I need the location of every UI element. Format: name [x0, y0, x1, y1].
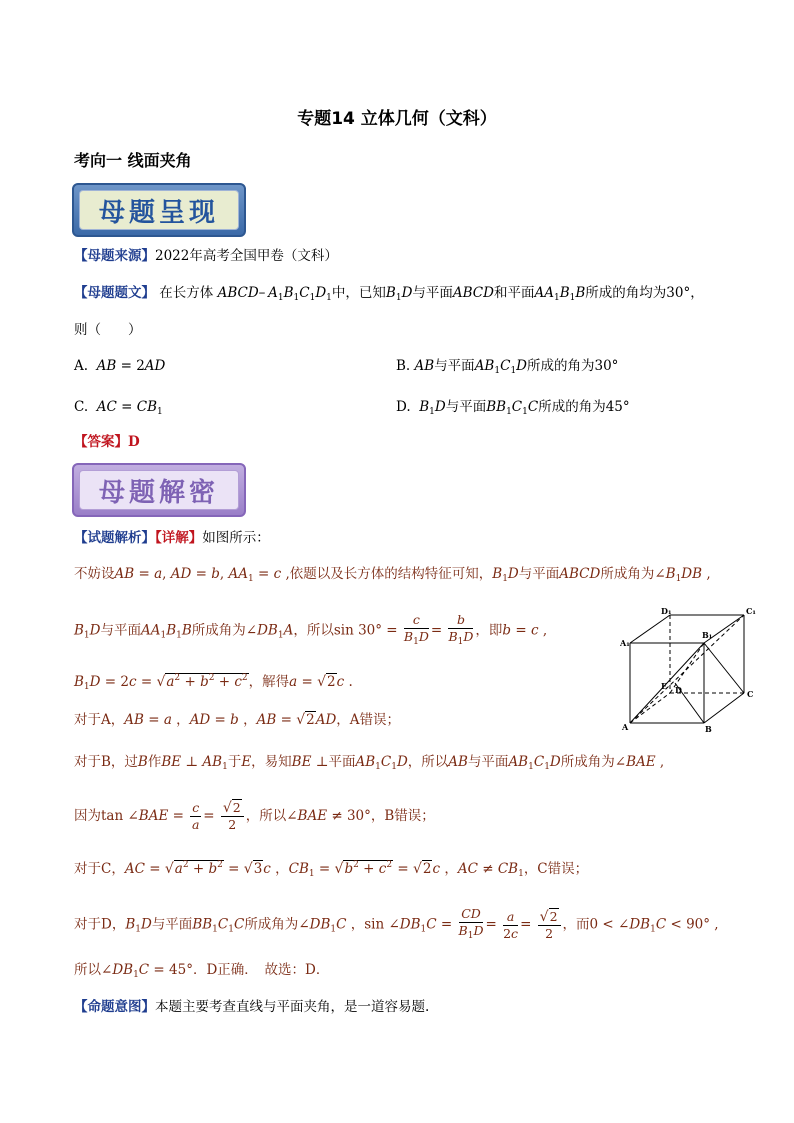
cuboid-figure [620, 605, 760, 739]
analysis-text: 不妨设 [74, 566, 115, 582]
analysis-text: 与平面 [100, 622, 141, 639]
question-line-1: 【母题题文】 在长方体 ABCD– $A_1B_1C_1D_1$中，已知$B_1D$与平面ABCD和平面$AA_1B_1B$所成的角均为30°， [74, 285, 704, 303]
analysis-text: 所以 [74, 962, 101, 978]
option-d-text: 所成的角为 [538, 399, 606, 415]
question-label: 【母题题文】 [74, 285, 155, 301]
option-b[interactable]: B. AB与平面$AB_1C_1D$所成的角为30° [396, 358, 619, 376]
analysis-text: 依题以及长方体的结构特征可知， [289, 566, 493, 582]
analysis-text: ，即 [475, 622, 503, 639]
option-a[interactable]: A. AB = 2AD [74, 358, 166, 374]
intent-label: 【命题意图】 [74, 999, 155, 1015]
analysis-text: ，所以 [293, 622, 334, 639]
analysis-line-3: $B_1D = 2c = √a^2 + b^2 + c^2$，解得a = √2c . [74, 673, 353, 692]
analysis-text: 于 [227, 754, 242, 770]
option-b-text: 与平面 [434, 358, 475, 374]
option-c[interactable]: C. AC = $CB_1$ [74, 399, 163, 417]
question-text: 与平面 [412, 285, 453, 301]
label-e: E [661, 681, 668, 691]
intent-line [74, 997, 429, 1017]
label-b: B [705, 724, 712, 734]
section-heading: 考向一 线面夹角 [74, 151, 192, 170]
intent-text: 本题主要考查直线与平面夹角，是一道容易题. [155, 999, 430, 1015]
option-b-angle: 30° [594, 358, 619, 374]
analysis-text: ，所以 [407, 754, 449, 770]
analysis-text: 平面 [328, 754, 356, 770]
analysis-text: ，解得 [248, 674, 290, 690]
label-d: D [675, 685, 682, 695]
cuboid-svg [620, 605, 760, 735]
detail-label: 【详解】 [155, 530, 203, 546]
analysis-text: ，所以 [245, 808, 287, 824]
option-b-label: B. [396, 358, 411, 374]
banner-problem [72, 183, 246, 237]
page-title: 专题14 立体几何（文科） [297, 109, 497, 129]
option-b-text: 所成的角为 [527, 358, 595, 374]
analysis-text: ，而 [562, 916, 590, 933]
source-text: 2022年高考全国甲卷（文科） [155, 248, 338, 264]
answer-value: D [128, 434, 140, 450]
analysis-text: 对于D， [74, 916, 126, 933]
source-label: 【母题来源】 [74, 248, 155, 264]
question-text: 中，已知 [331, 285, 386, 301]
analysis-text: 对于C， [74, 861, 125, 877]
option-c-label: C. [74, 399, 89, 415]
analysis-text: ，易知 [251, 754, 292, 770]
label-d1: D₁ [661, 606, 672, 616]
analysis-line-2: $B_1D$与平面$AA_1B_1B$所成角为$\angle DB_1A$，所以sin 30° = $\frac{c}{B_1D}$ = $\frac{b}{B_1D}$ ，即b = c , [74, 612, 548, 647]
question-text: 30°， [666, 285, 704, 301]
analysis-text: 与平面 [151, 916, 193, 933]
label-b1: B₁ [702, 630, 713, 640]
analysis-text: 所成角为 [244, 916, 299, 933]
question-text: 在长方体 [159, 285, 214, 301]
answer-label: 【答案】 [74, 434, 128, 450]
banner-solution [72, 463, 246, 517]
banner-solution-text: 母题解密 [79, 470, 239, 510]
source-line [74, 246, 338, 266]
analysis-text: 所成角为 [191, 622, 246, 639]
analysis-text: 与平面 [518, 566, 560, 582]
analysis-header [74, 528, 270, 548]
analysis-text: ，A错误； [336, 712, 401, 728]
analysis-label: 【试题解析】 [74, 530, 155, 546]
label-c: C [747, 689, 754, 699]
analysis-line-a: 对于A，AB = a ，AD = b ，AB = √2AD，A错误； [74, 712, 401, 728]
option-d[interactable]: D. $B_1D$与平面$BB_1C_1C$所成的角为45° [396, 399, 630, 417]
analysis-line-d: 对于D，$B_1D$与平面$BB_1C_1C$所成角为$\angle DB_1C$ ，$\sin \angle DB_1C$ = $\frac{CD}{B_1D}$ = $\frac{a}{2c}$ = $\frac{√2}{2}$ ，而$0 < \angle DB_1C < 90^\circ$ , [74, 906, 719, 941]
analysis-text: 作 [147, 754, 162, 770]
analysis-line-1: 不妨设AB = a, AD = b, $AA_1 = c$ ,依题以及长方体的结构特征可知，$B_1D$与平面ABCD所成角为$\angle B_1DB$ , [74, 566, 711, 584]
label-c1: C₁ [746, 606, 756, 616]
banner-problem-text: 母题呈现 [79, 190, 239, 230]
analysis-text: 与平面 [467, 754, 509, 770]
question-text: 和平面 [493, 285, 535, 301]
analysis-intro: 如图所示： [202, 530, 270, 546]
analysis-line-b2: 因为tan ∠BAE = $\frac{c}{a}$ = $\frac{√2}{2}$ ，所以∠BAE ≠ 30°，B错误； [74, 800, 435, 832]
option-d-label: D. [396, 399, 411, 415]
analysis-text: ．D正确． 故选：D． [192, 962, 330, 978]
question-text: 所成的角均为 [585, 285, 667, 301]
option-a-label: A. [74, 358, 89, 374]
analysis-text: 所成角为 [560, 754, 615, 770]
question-line-2: 则（ ） [74, 322, 142, 338]
analysis-line-b: 对于B，过B作BE ⊥ $AB_1$于E，易知BE ⊥平面$AB_1C_1D$，所以AB与平面$AB_1C_1D$所成角为∠BAE , [74, 754, 665, 772]
analysis-text: 对于A， [74, 712, 125, 728]
analysis-text: ，C错误； [523, 861, 589, 877]
analysis-line-c: 对于C，AC = $√a^2 + b^2 = √3c$ ，$CB_1 = √b^2 + c^2 = √2c$ ，AC ≠ $CB_1$，C错误； [74, 860, 589, 879]
analysis-line-d2: 所以$\angle DB_1C = 45^\circ$．D正确． 故选：D． [74, 962, 330, 980]
option-d-angle: 45° [605, 399, 630, 415]
label-a: A [622, 722, 629, 732]
answer-line [74, 432, 140, 452]
analysis-text: 对于B，过 [74, 754, 138, 770]
label-a1: A₁ [620, 638, 630, 648]
option-d-text: 与平面 [445, 399, 487, 415]
analysis-text: 因为 [74, 808, 101, 824]
analysis-text: 所成角为 [600, 566, 655, 582]
analysis-text: ，B错误； [370, 808, 435, 824]
